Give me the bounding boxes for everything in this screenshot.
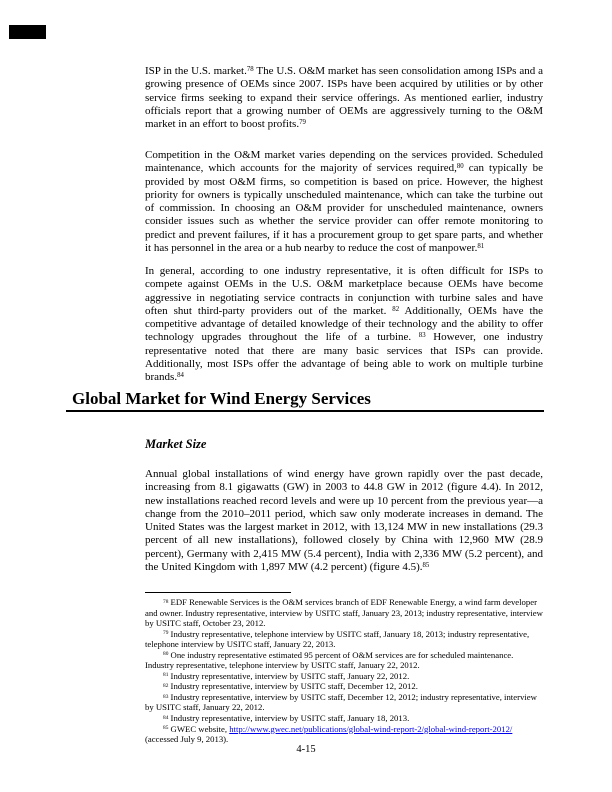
footnote-84: $^{84}$ Industry representative, interview by USITC staff, January 18, 2013.	[163, 713, 410, 724]
body-paragraph-4: Annual global installations of wind energy have grown rapidly over the past decade, increasing from 8.1 gigawatts (GW) in 2003 to 44.8 GW in 2012 (figure 4.4). In 2012, new installations reached record levels and were up 10 percent from the previous year—a change from the 2010–2011 period, which saw only moderate increases in demand. The United States was the largest market in 2012, with 13,124 MW in new installations (29.3 percent of all new installations), followed closely by China with 12,960 MW (28.9 percent), Germany with 2,415 MW (5.4 percent), India with 2,336 MW (5.2 percent), and the United Kingdom with 1,897 MW (4.2 percent) (figure 4.5).$^{85}$	[145, 468, 543, 574]
footnote-79: $^{79}$ Industry representative, telephone interview by USITC staff, January 18, 2013; industry representative, telephone interview by USITC staff, January 22, 2013.	[145, 628, 530, 650]
footnote-81: $^{81}$ Industry representative, interview by USITC staff, January 22, 2012.	[163, 670, 410, 681]
footnote-80: $^{80}$ One industry representative estimated 95 percent of O&M services are for scheduled maintenance. Industry representative, telephone interview by USITC staff, January 22, 2012.	[145, 649, 514, 671]
section-heading-block	[66, 389, 544, 412]
section-heading: Global Market for Wind Energy Services	[72, 389, 371, 408]
footnote-reference-superscript: 83	[163, 693, 169, 700]
footnote-reference-superscript: 78	[246, 65, 254, 73]
body-paragraph-3: In general, according to one industry representative, it is often difficult for ISPs to compete against OEMs in the U.S. O&M marketplace because OEMs have become aggressive in negotiating service contracts in conjunction with turbine sales and have often shut third-party providers out of the market. $^{82}$ Additionally, OEMs have the competitive advantage of detailed knowledge of their technology and the ability to offer technology upgrades throughout the life of a turbine. $^{83}$ However, one industry representative noted that there are many basic services that ISPs can provide. Additionally, most ISPs offer the advantage of being able to work on multiple turbine brands.$^{84}$	[145, 265, 543, 384]
footnote-reference-superscript: 84	[163, 714, 169, 721]
subsection-heading: Market Size	[145, 437, 207, 451]
footnote-reference-superscript: 80	[456, 163, 464, 171]
footnote-reference-superscript: 81	[477, 243, 485, 251]
footnote-78: $^{78}$ EDF Renewable Services is the O&M services branch of EDF Renewable Energy, a wind farm developer and owner. Industry representative, interview by USITC staff, January 23, 2013; industry representative, interview by USITC staff, October 23, 2012.	[145, 597, 543, 629]
footnote-reference-superscript: 79	[163, 630, 169, 637]
scan-artifact-mark	[9, 25, 46, 39]
footnote-reference-superscript: 79	[299, 119, 306, 127]
footnote-reference-superscript: 82	[163, 682, 169, 689]
footnote-83: $^{83}$ Industry representative, interview by USITC staff, December 12, 2012; industry representative, interview by USITC staff, January 22, 2012.	[145, 691, 537, 713]
footnote-reference-superscript: 83	[418, 332, 426, 340]
page-number: 4-15	[296, 744, 316, 755]
gwec-report-link[interactable]: http://www.gwec.net/publications/global-wind-report-2/global-wind-report-2012/	[229, 723, 513, 734]
footnote-reference-superscript: 85	[422, 562, 430, 570]
footnote-reference-superscript: 78	[163, 598, 169, 605]
footnote-separator-rule	[145, 592, 291, 593]
footnote-82: $^{82}$ Industry representative, interview by USITC staff, December 12, 2012.	[163, 681, 418, 692]
footnote-reference-superscript: 82	[392, 305, 400, 313]
footnote-reference-superscript: 80	[163, 651, 169, 658]
body-paragraph-2: Competition in the O&M market varies depending on the services provided. Scheduled maintenance, which accounts for the majority of services required,$^{80}$ can typically be provided by most O&M firms, so competition is based on price. However, the highest priority for owners is typically unscheduled maintenance, which can take the turbine out of commission. In choosing an O&M provider for unscheduled maintenance, owners consider issues such as whether the service provider can offer remote monitoring to predict and prevent failures, if it has a procurement group to get spare parts, and whether it has personnel in the area or a hub nearby to reduce the cost of manpower.$^{81}$	[145, 149, 544, 255]
footnote-reference-superscript: 85	[163, 725, 169, 732]
body-paragraph-1: ISP in the U.S. market.$^{78}$ The U.S. O&M market has seen consolidation among ISPs and a growing presence of OEMs since 2007. ISPs have been acquired by utilities or by other service firms seeking to expand their service offerings. As mentioned earlier, industry officials report that a growing number of OEMs are aggressively turning to the O&M market in an effort to boost profits.$^{79}$	[145, 65, 543, 131]
footnote-85: $^{85}$ GWEC website, http://www.gwec.net/publications/global-wind-report-2/global-wind-report-2012/ (accessed July 9, 2013).	[145, 723, 513, 745]
footnote-reference-superscript: 81	[163, 672, 169, 679]
footnotes-block	[145, 597, 543, 745]
footnote-reference-superscript: 84	[177, 372, 184, 380]
